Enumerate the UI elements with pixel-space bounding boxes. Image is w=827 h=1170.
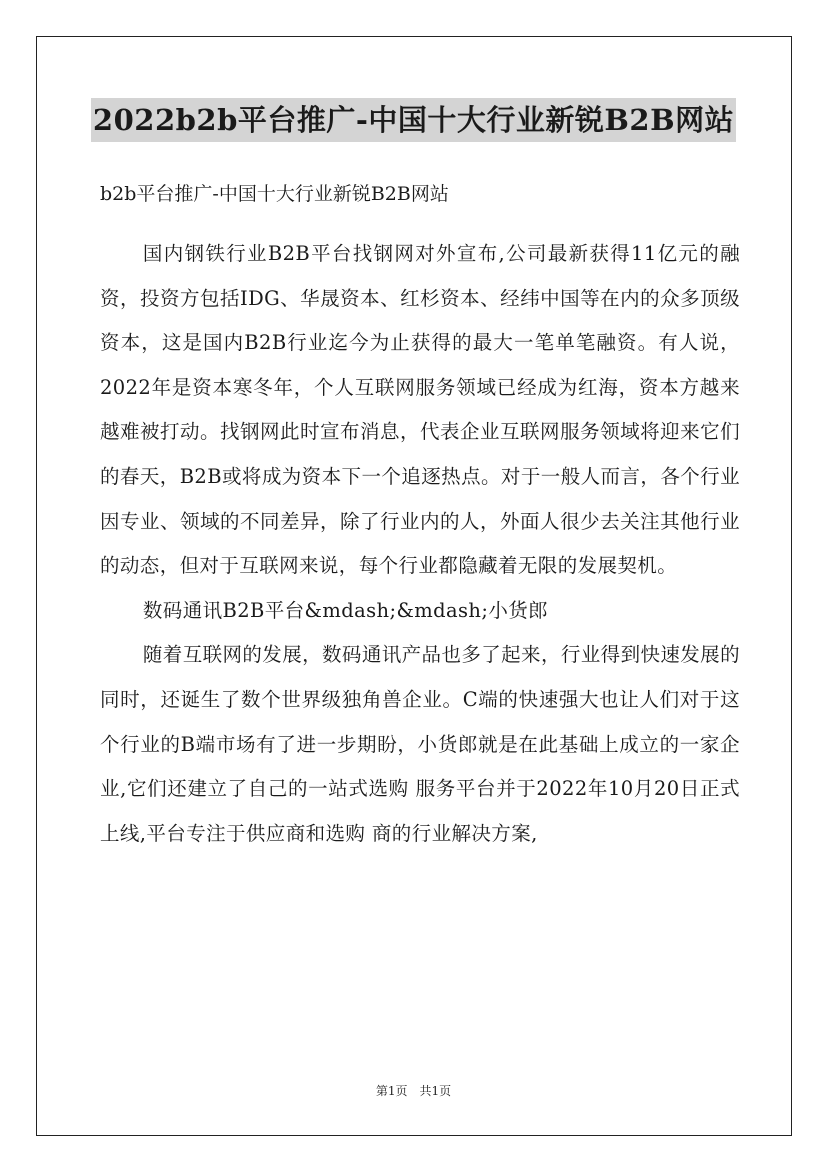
page-number-total: 共1页 [419, 1084, 452, 1098]
document-title: 2022b2b平台推广-中国十大行业新锐B2B网站 [91, 98, 736, 142]
page-footer [0, 1083, 827, 1099]
document-subtitle: b2b平台推广-中国十大行业新锐B2B网站 [100, 183, 449, 205]
paragraph-intro: 国内钢铁行业B2B平台找钢网对外宣布,公司最新获得11亿元的融资，投资方包括IDG、华晟资本、红杉资本、经纬中国等在内的众多顶级资本，这是国内B2B行业迄今为止获得的最大一笔单笔融资。有人说，2022年是资本寒冬年，个人互联网服务领域已经成为红海，资本方越来越难被打动。找钢网此时宣布消息，代表企业互联网服务领域将迎来它们的春天，B2B或将成为资本下一个追逐热点。对于一般人而言，各个行业因专业、领域的不同差异，除了行业内的人，外面人很少去关注其他行业的动态，但对于互联网来说，每个行业都隐藏着无限的发展契机。 [100, 242, 740, 578]
paragraph-section-heading: 数码通讯B2B平台&mdash;&mdash;小货郎 [142, 598, 549, 622]
paragraph-xiaohuolang: 随着互联网的发展，数码通讯产品也多了起来，行业得到快速发展的同时，还诞生了数个世界级独角兽企业。C端的快速强大也让人们对于这个行业的B端市场有了进一步期盼，小货郎就是在此基础上成立的一家企业,它们还建立了自己的一站式选购 服务平台并于2022年10月20日正式上线,平台专注于供应商和选购 商的行业解决方案, [100, 643, 740, 845]
document-body [100, 232, 740, 856]
page-number-current: 第1页 [375, 1084, 408, 1098]
title-container [0, 98, 827, 142]
